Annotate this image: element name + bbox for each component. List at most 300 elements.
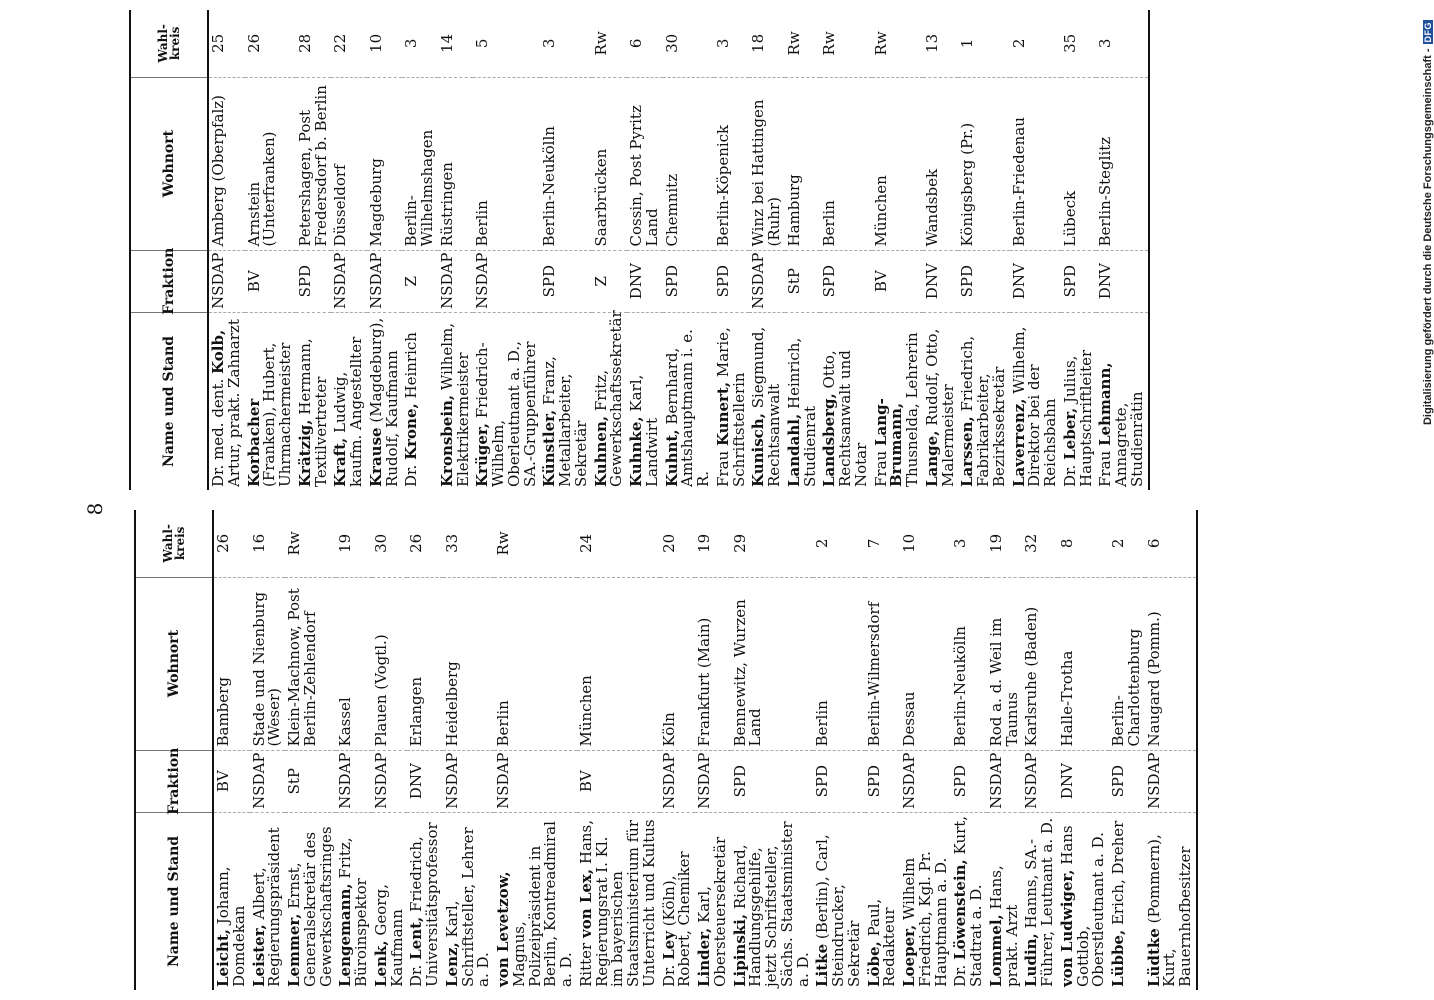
surname: Lemmer, (285, 913, 303, 987)
name-detail: Otto, Rechtsanwalt und Notar (820, 350, 870, 487)
surname: Linder, (695, 927, 713, 987)
wahlkreis-cell: 8 (1058, 510, 1109, 577)
member-name-cell (900, 812, 951, 990)
wohnort-cell: Berlin (494, 577, 577, 750)
wahlkreis-cell: Rw (872, 10, 923, 77)
fraktion-cell: SPD (714, 250, 750, 312)
wahlkreis-cell: 3 (540, 10, 591, 77)
name-prefix: Ritter (576, 942, 595, 987)
surname: Lange, (922, 430, 941, 487)
surname: von Levetzow, (494, 871, 512, 987)
wohnort-cell: München (577, 577, 660, 750)
member-name-cell (208, 312, 245, 490)
name-detail: Marie, Schriftstellerin (713, 327, 748, 487)
wahlkreis-cell: Rw (285, 510, 336, 577)
wohnort-cell: Bennewitz, Wurzen Land (731, 577, 814, 750)
fraktion-cell: NSDAP (660, 750, 696, 812)
wohnort-cell: Cossin, Post Pyritz Land (627, 77, 663, 250)
column-header-name: Name und Stand (130, 312, 208, 490)
wahlkreis-cell: 3 (402, 10, 438, 77)
name-prefix: Dr. (951, 964, 970, 987)
wahlkreis-cell: 18 (749, 10, 785, 77)
wohnort-cell: Stade und Nienburg (Weser) (250, 577, 286, 750)
fraktion-cell: NSDAP (695, 750, 731, 812)
table-row (987, 510, 1023, 990)
fraktion-cell: SPD (958, 250, 1009, 312)
surname: von Lex, (576, 868, 595, 939)
surname: von Ludwiger, (1057, 869, 1076, 987)
table-row (1022, 510, 1058, 990)
surname: Lüdtke (1144, 928, 1163, 987)
wahlkreis-cell: 24 (577, 510, 660, 577)
wahlkreis-cell: 26 (245, 10, 296, 77)
member-name-cell (660, 812, 696, 990)
fraktion-cell: SPD (296, 250, 332, 312)
wahlkreis-cell: Rw (494, 510, 577, 577)
column-header-wahlkreis: Wahl- kreis (130, 10, 208, 77)
wahlkreis-cell: 5 (473, 10, 540, 77)
fraktion-cell: DNV (1010, 250, 1061, 312)
member-name-cell (402, 312, 438, 490)
wahlkreis-cell: 29 (731, 510, 814, 577)
name-prefix: Frau (1096, 450, 1115, 487)
wahlkreis-cell: 22 (331, 10, 367, 77)
member-name-cell (577, 812, 660, 990)
wohnort-cell: Bamberg (213, 577, 250, 750)
sponsor-note (1420, 20, 1434, 1000)
column-header-wohnort: Wohnort (135, 577, 213, 750)
name-detail: Kurt, Stadtrat a. D. (951, 815, 985, 987)
table-row (627, 10, 663, 490)
wohnort-cell: Rüstringen (438, 77, 474, 250)
name-prefix: Frau (871, 450, 890, 487)
member-name-cell (865, 812, 901, 990)
column-header-name: Name und Stand (135, 812, 213, 990)
name-detail: Hans, prakt. Arzt (986, 865, 1021, 987)
wohnort-cell: Klein-Machnow, Post Berlin-Zehlendorf (285, 577, 336, 750)
table-row (438, 10, 474, 490)
wahlkreis-cell: 2 (813, 510, 864, 577)
wohnort-cell: München (872, 77, 923, 250)
member-name-cell (336, 812, 372, 990)
wahlkreis-cell: 33 (443, 510, 494, 577)
table-row (213, 510, 250, 990)
table-row (296, 10, 332, 490)
surname: Landahl, (784, 413, 803, 487)
wahlkreis-cell: 3 (951, 510, 987, 577)
member-name-cell (820, 312, 871, 490)
name-detail: Wilhelm, Elektrikermeister (437, 322, 472, 487)
surname: Kuhnen, (591, 415, 610, 487)
wohnort-cell: Düsseldorf (331, 77, 367, 250)
surname: Krause (366, 427, 385, 487)
table-row (245, 10, 296, 490)
fraktion-cell: NSDAP (987, 750, 1023, 812)
wahlkreis-cell: 25 (208, 10, 245, 77)
surname: Landsberg, (820, 393, 839, 487)
member-name-cell (250, 812, 286, 990)
table-row (660, 510, 696, 990)
wohnort-cell: Frankfurt (Main) (695, 577, 731, 750)
member-name-cell (987, 812, 1023, 990)
fraktion-cell: SPD (1109, 750, 1145, 812)
surname: Ley (659, 931, 678, 960)
name-detail: Erich, Dreher (1109, 820, 1127, 926)
wohnort-cell: Hamburg (785, 77, 821, 250)
surname: Lang-Brumann, (871, 398, 906, 487)
wahlkreis-cell: 6 (627, 10, 663, 77)
fraktion-cell: BV (213, 750, 250, 812)
name-detail: Ernst, Generalsekretär des Gewerkschaftsringes (285, 826, 335, 987)
wohnort-cell: Arnstein (Unterfranken) (245, 77, 296, 250)
member-name-cell (473, 312, 540, 490)
member-name-cell (695, 812, 731, 990)
wahlkreis-cell: 3 (1096, 10, 1148, 77)
member-name-cell (1145, 812, 1197, 990)
member-name-cell (714, 312, 750, 490)
fraktion-cell: NSDAP (473, 250, 540, 312)
surname: Leicht, (214, 929, 232, 987)
name-prefix: Dr. med. dent. (209, 378, 227, 487)
wohnort-cell: Berlin-Köpenick (714, 77, 750, 250)
fraktion-cell: NSDAP (250, 750, 286, 812)
wohnort-cell: Karlsruhe (Baden) (1022, 577, 1058, 750)
member-name-cell (663, 312, 714, 490)
register-table-right (134, 510, 1309, 990)
fraktion-cell: NSDAP (749, 250, 785, 312)
surname: Löwenstein, (951, 859, 970, 960)
table-row (473, 10, 540, 490)
surname: Korbacher (244, 398, 263, 487)
wahlkreis-cell: 20 (660, 510, 696, 577)
table-row (331, 10, 367, 490)
wohnort-cell: Berlin (820, 77, 871, 250)
surname: Litke (813, 943, 832, 987)
fraktion-cell: StP (285, 750, 336, 812)
name-detail: Franz, Metallarbeiter, Sekretär (540, 356, 590, 487)
wahlkreis-cell: 10 (367, 10, 403, 77)
name-detail: Heinrich, Studienrat (784, 337, 819, 487)
wahlkreis-cell: 26 (213, 510, 250, 577)
sponsor-text: Digitalisierung gefördert durch die Deutsche Forschungsgemeinschaft - (1422, 48, 1434, 426)
wahlkreis-cell: 19 (695, 510, 731, 577)
name-detail: (Berlin), Carl, Steindrucker, Sekretär (813, 834, 863, 987)
surname: Leister, (249, 924, 268, 987)
table-row (813, 510, 864, 990)
wohnort-cell: Wandsbek (923, 77, 959, 250)
name-detail: Bernhard, Amtshauptmann i. e. R. (662, 329, 712, 487)
wahlkreis-cell: 13 (923, 10, 959, 77)
fraktion-cell: NSDAP (438, 250, 474, 312)
name-detail: Heinrich (402, 332, 421, 399)
wohnort-cell: Chemnitz (663, 77, 714, 250)
wahlkreis-cell: 19 (336, 510, 372, 577)
wohnort-cell: Berlin (473, 77, 540, 250)
name-detail: Paul, Redakteur (864, 898, 899, 987)
wohnort-cell: Kassel (336, 577, 372, 750)
wahlkreis-cell: 32 (1022, 510, 1058, 577)
name-prefix: Dr. (659, 964, 678, 987)
fraktion-cell: SPD (951, 750, 987, 812)
wahlkreis-cell: 3 (714, 10, 750, 77)
member-name-cell (592, 312, 628, 490)
wohnort-cell: Rod a. d. Weil im Taunus (987, 577, 1023, 750)
member-name-cell (627, 312, 663, 490)
fraktion-cell: BV (245, 250, 296, 312)
surname: Lengemann, (336, 883, 355, 987)
fraktion-cell: NSDAP (336, 750, 372, 812)
table-row (900, 510, 951, 990)
name-detail: Annagrete, Studienrätin (1112, 391, 1146, 487)
name-detail: Wilhelm Friedrich, Kgl. Pr. Hauptmann a. D. (900, 851, 950, 987)
column-header-wahlkreis: Wahl- kreis (135, 510, 213, 577)
wohnort-cell: Berlin-Friedenau (1010, 77, 1061, 250)
name-detail: Karl, Schriftsteller, Lehrer a. D. (442, 827, 493, 987)
wohnort-cell: Heidelberg (443, 577, 494, 750)
table-row (958, 10, 1009, 490)
wohnort-cell: Berlin-Neukölln (951, 577, 987, 750)
fraktion-cell: BV (872, 250, 923, 312)
member-table (134, 510, 1198, 990)
table-row (407, 510, 443, 990)
name-detail: Ludwig, kaufm. Angestellter (331, 336, 365, 487)
surname: Kraft, (331, 437, 350, 487)
wohnort-cell: Petershagen, Post Fredersdorf b. Berlin (296, 77, 332, 250)
fraktion-cell: NSDAP (1145, 750, 1197, 812)
surname: Lenk, (371, 940, 390, 987)
column-header-wohnort: Wohnort (130, 77, 208, 250)
member-name-cell (285, 812, 336, 990)
name-detail: Karl, Landwirt (627, 374, 661, 487)
wahlkreis-cell: 26 (407, 510, 443, 577)
fraktion-cell: NSDAP (494, 750, 577, 812)
table-row (865, 510, 901, 990)
name-detail: Hermann, Textilvertreter (295, 338, 330, 487)
wahlkreis-cell: Rw (785, 10, 821, 77)
table-row (367, 10, 403, 490)
wohnort-cell: Königsberg (Pr.) (958, 77, 1009, 250)
fraktion-cell: NSDAP (208, 250, 245, 312)
member-name-cell (296, 312, 332, 490)
name-detail: Georg, Kaufmann (371, 884, 406, 987)
fraktion-cell: DNV (1096, 250, 1148, 312)
name-detail: Albert, Regierungspräsident (249, 827, 284, 987)
member-name-cell (245, 312, 296, 490)
table-row (540, 10, 591, 490)
fraktion-cell: DNV (627, 250, 663, 312)
wohnort-cell: Lübeck (1061, 77, 1097, 250)
name-detail: Friedrich, Fabrikarbeiter, Bezirkssekretär (958, 335, 1008, 487)
member-name-cell (1022, 812, 1058, 990)
surname: Lübbe, (1109, 929, 1127, 987)
wohnort-cell: Winz bei Hattingen (Ruhr) (749, 77, 785, 250)
table-row (250, 510, 286, 990)
member-name-cell (1109, 812, 1145, 990)
member-name-cell (407, 812, 443, 990)
name-detail: Johann, Domdekan (214, 866, 248, 987)
surname: Krätzig, (295, 419, 314, 487)
table-row (402, 10, 438, 490)
name-detail: Artur, prakt. Zahnarzt (224, 319, 243, 487)
fraktion-cell: NSDAP (1022, 750, 1058, 812)
wohnort-cell: Magdeburg (367, 77, 403, 250)
surname: Löbe, (864, 941, 883, 987)
member-name-cell (872, 312, 923, 490)
name-detail: Fritz, Gewerkschaftssekretär (591, 310, 626, 487)
wohnort-cell: Berlin-Wilhelmshagen (402, 77, 438, 250)
table-row (285, 510, 336, 990)
page-number: 8 (83, 502, 107, 516)
surname: Lommel, (986, 914, 1005, 987)
wohnort-cell: Erlangen (407, 577, 443, 750)
table-row (1109, 510, 1145, 990)
member-name-cell (958, 312, 1009, 490)
fraktion-cell: BV (577, 750, 660, 812)
wahlkreis-cell: 28 (296, 10, 332, 77)
surname: Laverrenz, (1009, 398, 1028, 487)
surname: Loeper, (900, 924, 918, 987)
member-name-cell (540, 312, 591, 490)
wohnort-cell: Saarbrücken (592, 77, 628, 250)
surname: Krüger, (473, 423, 492, 487)
surname: Kuhnt, (662, 429, 681, 487)
fraktion-cell: DNV (923, 250, 959, 312)
fraktion-cell: NSDAP (331, 250, 367, 312)
wahlkreis-cell: 35 (1061, 10, 1097, 77)
member-name-cell (1096, 312, 1148, 490)
fraktion-cell: NSDAP (900, 750, 951, 812)
member-name-cell (951, 812, 987, 990)
surname: Künstler, (540, 409, 559, 487)
surname: Lehmann, (1096, 362, 1115, 447)
surname: Kuhnke, (627, 416, 645, 487)
wahlkreis-cell: 6 (1145, 510, 1197, 577)
fraktion-cell: NSDAP (443, 750, 494, 812)
wohnort-cell: Dessau (900, 577, 951, 750)
surname: Kunert, (713, 381, 732, 447)
member-name-cell (372, 812, 408, 990)
table-row (714, 10, 750, 490)
fraktion-cell: SPD (663, 250, 714, 312)
table-row (1061, 10, 1097, 490)
wahlkreis-cell: Rw (820, 10, 871, 77)
table-row (592, 10, 628, 490)
wahlkreis-cell: 10 (900, 510, 951, 577)
table-row (1145, 510, 1197, 990)
surname: Lenz, (442, 942, 461, 987)
wahlkreis-cell: 30 (663, 10, 714, 77)
wahlkreis-cell: 2 (1109, 510, 1145, 577)
fraktion-cell: SPD (820, 250, 871, 312)
name-detail: Thusnelda, Lehrerin (903, 332, 921, 487)
fraktion-cell: DNV (1058, 750, 1109, 812)
surname: Ludin, (1022, 933, 1041, 987)
member-name-cell (443, 812, 494, 990)
wohnort-cell: Köln (660, 577, 696, 750)
member-name-cell (1010, 312, 1061, 490)
fraktion-cell: SPD (1061, 250, 1097, 312)
table-row (494, 510, 577, 990)
fraktion-cell: Z (402, 250, 438, 312)
wahlkreis-cell: 16 (250, 510, 286, 577)
fraktion-cell: SPD (813, 750, 864, 812)
surname: Lent, (407, 916, 426, 960)
fraktion-cell: SPD (731, 750, 814, 812)
surname: Leber, (1060, 407, 1079, 460)
name-detail: (Magdeburg), Rudolf, Kaufmann (366, 317, 401, 487)
column-header-fraktion: Fraktion (130, 250, 208, 312)
table-row (1058, 510, 1109, 990)
fraktion-cell: SPD (865, 750, 901, 812)
name-detail: Hans, Regierungsrat I. Kl. im bayerischen Staatsministerium für Unterricht und Kultus (576, 819, 658, 987)
wohnort-cell: Berlin-Wilmersdorf (865, 577, 901, 750)
wahlkreis-cell: Rw (592, 10, 628, 77)
table-row (443, 510, 494, 990)
table-row (336, 510, 372, 990)
member-name-cell (367, 312, 403, 490)
wohnort-cell: Plauen (Vogtl.) (372, 577, 408, 750)
member-name-cell (494, 812, 577, 990)
name-prefix: Dr. (407, 964, 426, 987)
table-row (663, 10, 714, 490)
member-name-cell (331, 312, 367, 490)
fraktion-cell: SPD (540, 250, 591, 312)
column-header-fraktion: Fraktion (135, 750, 213, 812)
name-detail: Hanns, SA.-Führer, Leutnant a. D. (1022, 817, 1056, 987)
name-prefix: Dr. (1060, 464, 1079, 487)
member-name-cell (785, 312, 821, 490)
wohnort-cell: Berlin-Steglitz (1096, 77, 1148, 250)
table-row (1096, 10, 1148, 490)
member-name-cell (731, 812, 814, 990)
member-name-cell (1061, 312, 1097, 490)
member-name-cell (438, 312, 474, 490)
wohnort-cell: Berlin-Charlottenburg (1109, 577, 1145, 750)
wohnort-cell: Halle-Trotha (1058, 577, 1109, 750)
name-detail: Siegmund, Rechtsanwalt (749, 326, 783, 487)
table-row (785, 10, 821, 490)
wahlkreis-cell: 19 (987, 510, 1023, 577)
fraktion-cell: Z (592, 250, 628, 312)
wohnort-cell: Naugard (Pomm.) (1145, 577, 1197, 750)
table-row (820, 10, 871, 490)
name-detail: Julius, Hauptschriftleiter (1060, 349, 1095, 487)
table-row (695, 510, 731, 990)
name-detail: Hans Gottlob, Oberstleutnant a. D. (1057, 825, 1108, 987)
wahlkreis-cell: 1 (958, 10, 1009, 77)
surname: Kolb, (209, 329, 227, 374)
member-name-cell (1058, 812, 1109, 990)
table-row (731, 510, 814, 990)
name-detail: (Pommern), Kurt, Bauernhofbesitzer (1144, 834, 1194, 987)
register-table-left (129, 10, 1309, 490)
surname: Kronsbein, (437, 394, 456, 487)
wahlkreis-cell: 2 (1010, 10, 1061, 77)
name-detail: (Franken), Hubert, Uhrmachermeister (260, 342, 294, 487)
surname: Krone, (402, 403, 421, 460)
fraktion-cell: DNV (407, 750, 443, 812)
name-detail: (Köln), Robert, Chemiker (659, 851, 694, 987)
member-name-cell (923, 312, 959, 490)
fraktion-cell: NSDAP (372, 750, 408, 812)
name-detail: Wilhelm, Direktor bei der Reichsbahn (1009, 326, 1059, 487)
wohnort-cell: Berlin-Neukölln (540, 77, 591, 250)
wohnort-cell: Berlin (813, 577, 864, 750)
member-name-cell (749, 312, 785, 490)
dfg-logo: DFG (1423, 22, 1433, 43)
wahlkreis-cell: 14 (438, 10, 474, 77)
table-row (208, 10, 245, 490)
